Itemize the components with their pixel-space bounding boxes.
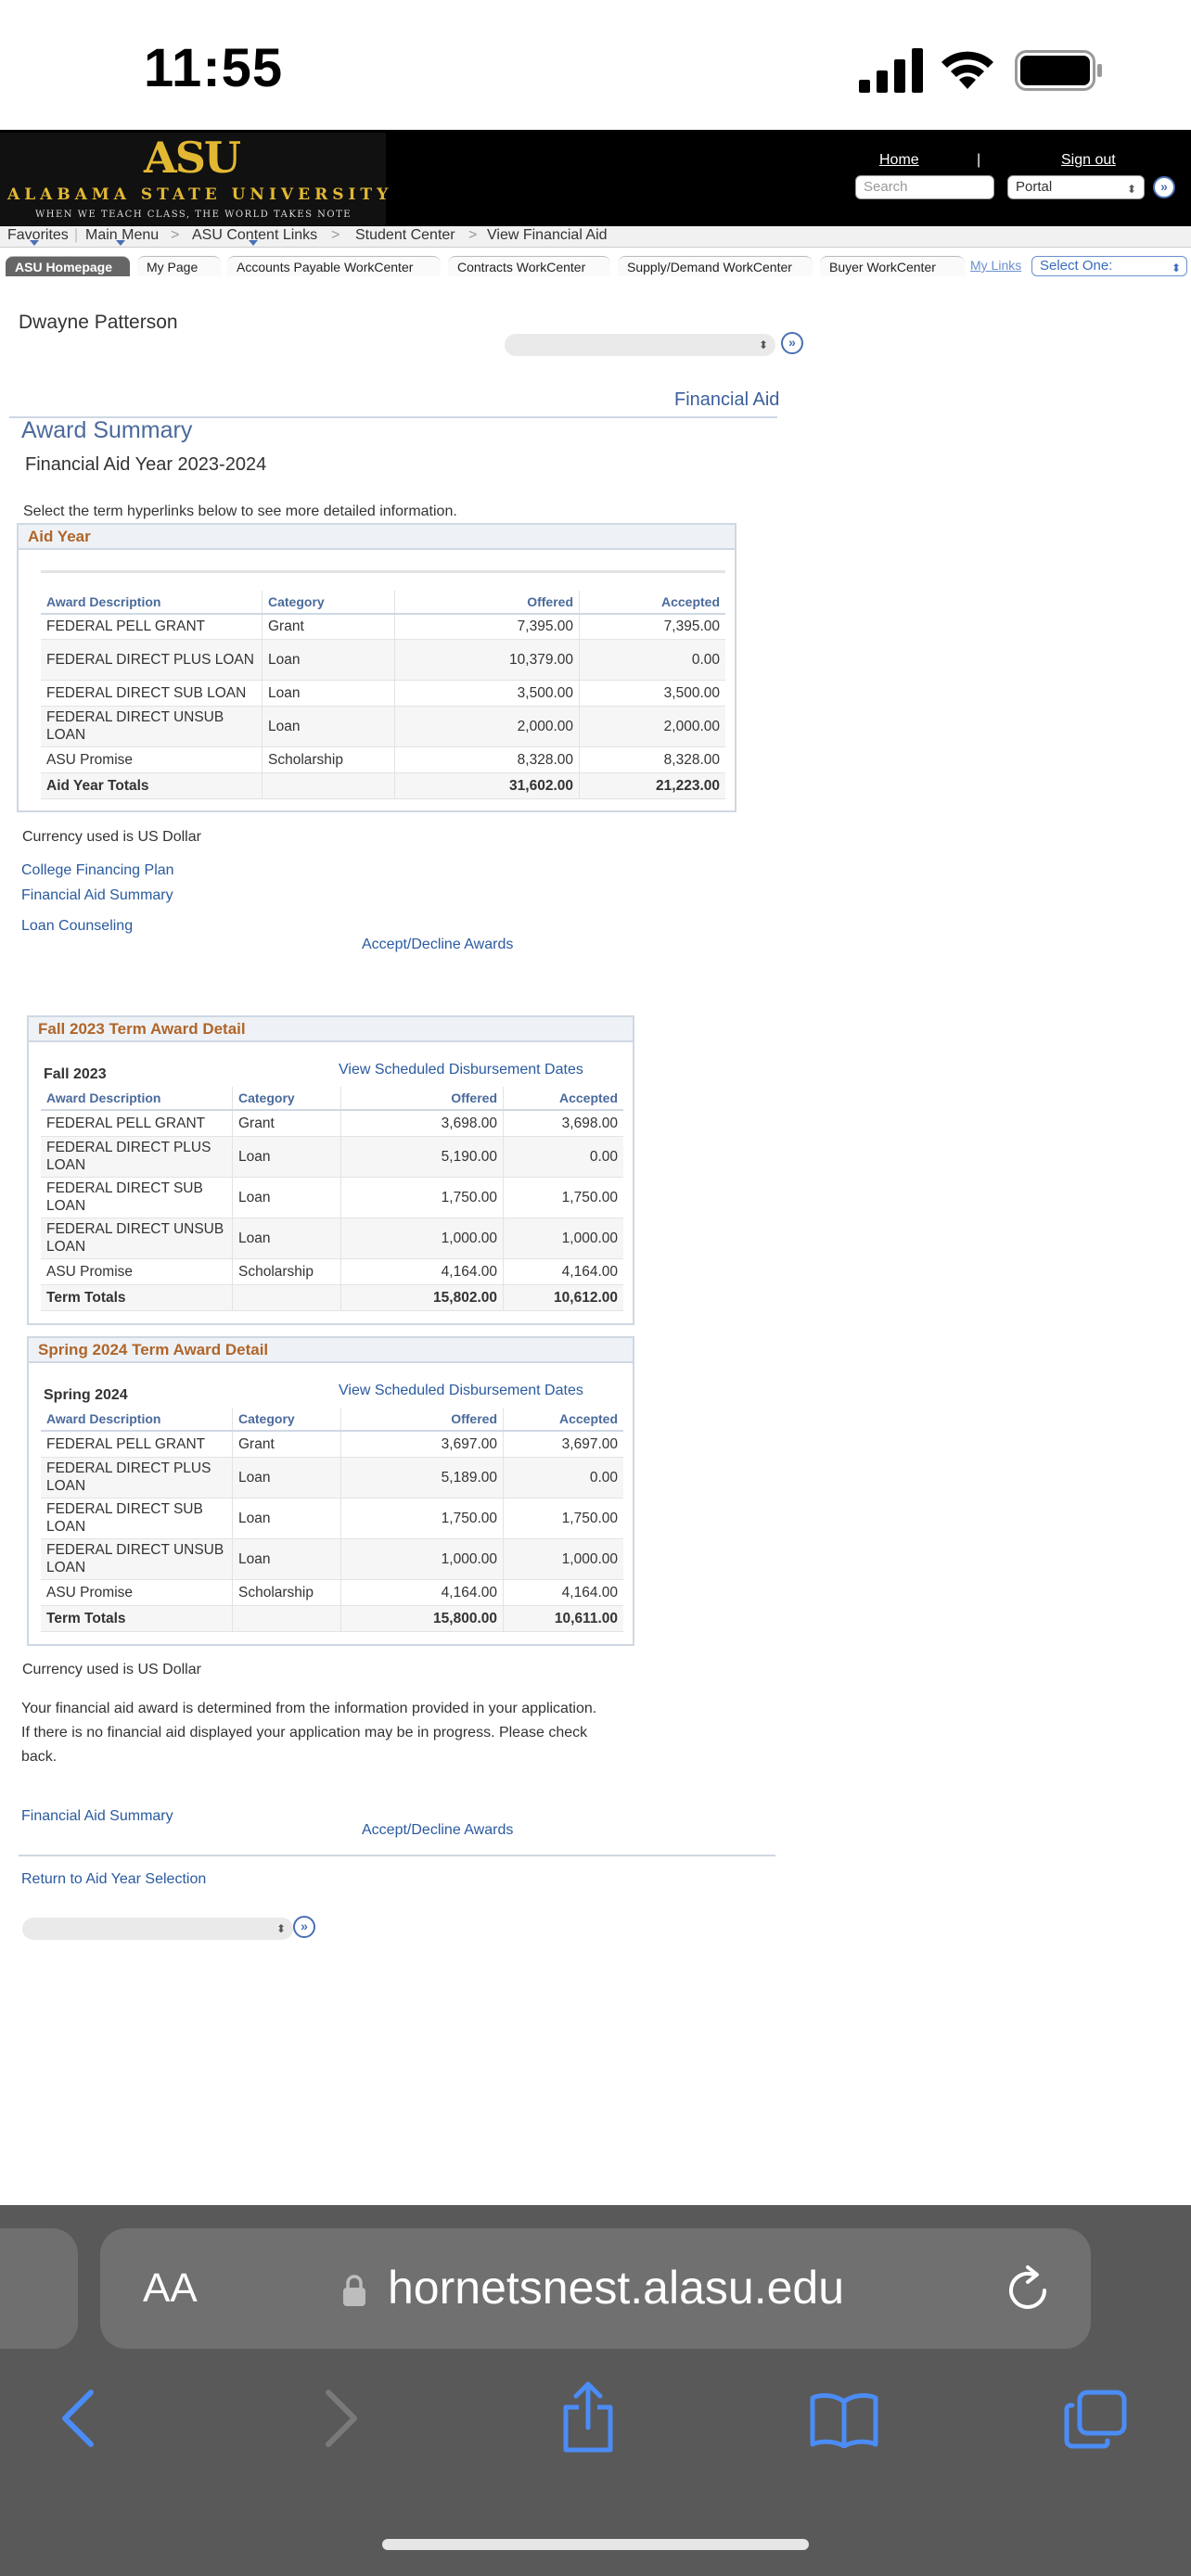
award-accepted: 0.00 — [504, 1457, 624, 1498]
award-offered: 8,328.00 — [395, 746, 580, 772]
award-accepted: 1,750.00 — [504, 1177, 624, 1218]
totals-row — [41, 1605, 623, 1631]
bookmarks-icon[interactable] — [809, 2392, 879, 2448]
award-offered: 2,000.00 — [395, 706, 580, 746]
col-offered: Offered — [341, 1087, 504, 1110]
favorites-dropdown-icon — [30, 240, 39, 246]
award-accepted: 8,328.00 — [580, 746, 726, 772]
breadcrumb-arrow-icon: > — [171, 227, 180, 243]
award-category: Loan — [263, 706, 395, 746]
currency-note: Currency used is US Dollar — [22, 829, 201, 845]
col-award-description: Award Description — [41, 1087, 233, 1110]
loan-counseling-link[interactable]: Loan Counseling — [21, 918, 134, 934]
award-accepted: 1,000.00 — [504, 1538, 624, 1579]
tabs-icon[interactable] — [1063, 2389, 1128, 2450]
award-offered: 3,698.00 — [341, 1110, 504, 1136]
table-row — [41, 1498, 623, 1538]
my-links-link[interactable]: My Links — [970, 258, 1022, 273]
forward-icon[interactable] — [321, 2389, 362, 2448]
table-row — [41, 1177, 623, 1218]
sign-out-link[interactable]: Sign out — [1061, 152, 1116, 168]
table-row — [41, 1579, 623, 1605]
award-accepted: 1,000.00 — [504, 1218, 624, 1258]
totals-category — [233, 1605, 341, 1631]
totals-row — [41, 1284, 623, 1310]
url-text[interactable]: hornetsnest.alasu.edu — [388, 2262, 845, 2314]
award-offered: 1,750.00 — [341, 1498, 504, 1538]
table-row — [41, 1218, 623, 1258]
table-row — [41, 639, 725, 680]
share-icon[interactable] — [560, 2379, 616, 2454]
spring-award-table — [41, 1408, 623, 1632]
award-accepted: 1,750.00 — [504, 1498, 624, 1538]
award-description: FEDERAL PELL GRANT — [41, 1431, 233, 1457]
award-offered: 1,000.00 — [341, 1218, 504, 1258]
tab-buyer[interactable]: Buyer WorkCenter — [820, 256, 965, 276]
award-description: FEDERAL DIRECT UNSUB LOAN — [41, 1538, 233, 1579]
award-accepted: 2,000.00 — [580, 706, 726, 746]
award-description: FEDERAL DIRECT SUB LOAN — [41, 1498, 233, 1538]
award-category: Loan — [233, 1538, 341, 1579]
col-offered: Offered — [341, 1408, 504, 1431]
award-category: Loan — [233, 1136, 341, 1177]
tab-my-page[interactable]: My Page — [137, 256, 221, 276]
aid-year-title: Financial Aid Year 2023-2024 — [25, 454, 267, 475]
award-offered: 5,190.00 — [341, 1136, 504, 1177]
totals-category — [263, 772, 395, 798]
header-go-button[interactable]: » — [1153, 176, 1175, 198]
return-to-aid-year-link[interactable]: Return to Aid Year Selection — [21, 1871, 207, 1887]
award-description: FEDERAL PELL GRANT — [41, 614, 263, 639]
award-accepted: 3,698.00 — [504, 1110, 624, 1136]
financial-aid-summary-link[interactable]: Financial Aid Summary — [21, 1808, 173, 1824]
lock-icon — [341, 2274, 367, 2307]
previous-tab-preview[interactable] — [0, 2228, 78, 2349]
award-offered: 1,000.00 — [341, 1538, 504, 1579]
financial-aid-link[interactable]: Financial Aid — [674, 389, 780, 410]
award-offered: 4,164.00 — [341, 1579, 504, 1605]
totals-offered: 31,602.00 — [395, 772, 580, 798]
breadcrumb-divider: | — [74, 227, 79, 243]
chevron-updown-icon: ⬍ — [1171, 261, 1181, 274]
student-name: Dwayne Patterson — [19, 312, 178, 333]
status-time: 11:55 — [144, 38, 284, 98]
award-category: Loan — [263, 639, 395, 680]
wifi-icon — [939, 46, 996, 91]
breadcrumb-favorites[interactable]: Favorites — [7, 227, 69, 243]
reload-icon[interactable] — [1002, 2263, 1057, 2318]
award-accepted: 4,164.00 — [504, 1258, 624, 1284]
content-links-dropdown-icon — [249, 240, 258, 246]
breadcrumb-asu-content-links[interactable]: ASU Content Links — [192, 227, 318, 243]
back-icon[interactable] — [58, 2389, 98, 2448]
tab-contracts[interactable]: Contracts WorkCenter — [448, 256, 610, 276]
table-header-row — [41, 1408, 623, 1431]
page-go-button[interactable]: » — [781, 332, 803, 354]
award-accepted: 4,164.00 — [504, 1579, 624, 1605]
university-tagline: WHEN WE TEACH CLASS, THE WORLD TAKES NOTE — [35, 210, 352, 220]
award-offered: 3,500.00 — [395, 680, 580, 706]
table-row — [41, 614, 725, 639]
currency-note: Currency used is US Dollar — [22, 1662, 201, 1677]
accept-decline-awards-link[interactable]: Accept/Decline Awards — [362, 1822, 514, 1838]
totals-label: Term Totals — [41, 1605, 233, 1631]
table-row — [41, 706, 725, 746]
award-category: Scholarship — [233, 1258, 341, 1284]
table-row — [41, 1136, 623, 1177]
award-category: Grant — [233, 1431, 341, 1457]
award-offered: 4,164.00 — [341, 1258, 504, 1284]
breadcrumb-arrow-icon: > — [468, 227, 478, 243]
award-summary-title: Award Summary — [21, 417, 193, 443]
award-offered: 5,189.00 — [341, 1457, 504, 1498]
tab-select-value: Select One: — [1040, 258, 1113, 274]
header-separator: | — [977, 152, 981, 168]
portal-select-value: Portal — [1016, 179, 1053, 195]
table-row — [41, 1258, 623, 1284]
home-indicator — [382, 2539, 809, 2550]
spring-disbursement-dates-link[interactable]: View Scheduled Disbursement Dates — [339, 1383, 583, 1398]
breadcrumb — [0, 226, 1191, 248]
award-description: FEDERAL DIRECT UNSUB LOAN — [41, 1218, 233, 1258]
award-category: Loan — [233, 1177, 341, 1218]
award-offered: 10,379.00 — [395, 639, 580, 680]
university-name: ALABAMA STATE UNIVERSITY — [7, 185, 393, 204]
award-description: FEDERAL DIRECT PLUS LOAN — [41, 639, 263, 680]
breadcrumb-view-financial-aid: View Financial Aid — [487, 227, 608, 243]
accept-decline-awards-link[interactable]: Accept/Decline Awards — [362, 937, 514, 952]
award-category: Scholarship — [233, 1579, 341, 1605]
table-row — [41, 1538, 623, 1579]
cellular-signal-icon — [859, 48, 924, 93]
award-description: FEDERAL DIRECT SUB LOAN — [41, 680, 263, 706]
col-accepted: Accepted — [504, 1408, 624, 1431]
breadcrumb-main-menu[interactable]: Main Menu — [85, 227, 160, 243]
table-row — [41, 746, 725, 772]
totals-offered: 15,800.00 — [341, 1605, 504, 1631]
table-header-row — [41, 591, 725, 614]
college-financing-plan-link[interactable]: College Financing Plan — [21, 862, 174, 878]
instructions: Select the term hyperlinks below to see more detailed information. — [23, 504, 457, 519]
award-description: FEDERAL PELL GRANT — [41, 1110, 233, 1136]
table-row — [41, 1457, 623, 1498]
award-category: Scholarship — [263, 746, 395, 772]
col-category: Category — [263, 591, 395, 614]
disclaimer-text: Your financial aid award is determined from the information provided in your application. If there is no financial aid displayed your application may be in progress. Please check back. — [21, 1701, 597, 1765]
award-accepted: 0.00 — [504, 1136, 624, 1177]
totals-accepted: 10,612.00 — [504, 1284, 624, 1310]
award-category: Loan — [233, 1457, 341, 1498]
award-offered: 7,395.00 — [395, 614, 580, 639]
fall-term-title: Fall 2023 Term Award Detail — [29, 1017, 633, 1042]
award-category: Grant — [263, 614, 395, 639]
divider — [19, 1855, 775, 1856]
header-search-input[interactable]: Search — [855, 175, 994, 199]
award-category: Loan — [233, 1498, 341, 1538]
fall-disbursement-dates-link[interactable]: View Scheduled Disbursement Dates — [339, 1062, 583, 1078]
award-description: FEDERAL DIRECT SUB LOAN — [41, 1177, 233, 1218]
spring-term-title: Spring 2024 Term Award Detail — [29, 1338, 633, 1363]
award-offered: 3,697.00 — [341, 1431, 504, 1457]
award-accepted: 3,500.00 — [580, 680, 726, 706]
col-category: Category — [233, 1408, 341, 1431]
aid-year-section-title: Aid Year — [19, 525, 735, 550]
portal-select[interactable] — [1007, 175, 1145, 199]
table-header-row — [41, 1087, 623, 1110]
award-category: Loan — [233, 1218, 341, 1258]
chevron-updown-icon: ⬍ — [758, 338, 768, 351]
award-description: FEDERAL DIRECT PLUS LOAN — [41, 1457, 233, 1498]
breadcrumb-arrow-icon: > — [331, 227, 340, 243]
table-top-rule — [41, 570, 725, 573]
col-accepted: Accepted — [504, 1087, 624, 1110]
col-accepted: Accepted — [580, 591, 726, 614]
totals-accepted: 10,611.00 — [504, 1605, 624, 1631]
aid-year-table — [41, 591, 725, 799]
award-offered: 1,750.00 — [341, 1177, 504, 1218]
totals-offered: 15,802.00 — [341, 1284, 504, 1310]
award-category: Loan — [263, 680, 395, 706]
totals-label: Term Totals — [41, 1284, 233, 1310]
tab-select[interactable] — [1031, 256, 1187, 276]
tab-supply-demand[interactable]: Supply/Demand WorkCenter — [618, 256, 813, 276]
award-accepted: 7,395.00 — [580, 614, 726, 639]
financial-aid-summary-link[interactable]: Financial Aid Summary — [21, 887, 173, 903]
main-menu-dropdown-icon — [116, 240, 125, 246]
award-description: ASU Promise — [41, 1579, 233, 1605]
award-description: FEDERAL DIRECT PLUS LOAN — [41, 1136, 233, 1177]
home-link[interactable]: Home — [879, 152, 919, 168]
col-award-description: Award Description — [41, 591, 263, 614]
page-select[interactable] — [505, 334, 775, 356]
asu-logo-mark: ASU — [144, 133, 240, 183]
tab-accounts-payable[interactable]: Accounts Payable WorkCenter — [227, 256, 441, 276]
totals-label: Aid Year Totals — [41, 772, 263, 798]
battery-icon — [1015, 50, 1104, 91]
award-description: ASU Promise — [41, 746, 263, 772]
fall-award-table — [41, 1087, 623, 1311]
bottom-page-select[interactable] — [22, 1918, 293, 1940]
totals-category — [233, 1284, 341, 1310]
award-accepted: 0.00 — [580, 639, 726, 680]
bottom-go-button[interactable]: » — [293, 1916, 315, 1938]
table-row — [41, 1431, 623, 1457]
chevron-updown-icon: ⬍ — [275, 1922, 286, 1935]
tab-asu-homepage[interactable]: ASU Homepage — [6, 256, 130, 276]
col-award-description: Award Description — [41, 1408, 233, 1431]
totals-row — [41, 772, 725, 798]
award-accepted: 3,697.00 — [504, 1431, 624, 1457]
breadcrumb-student-center[interactable]: Student Center — [355, 227, 455, 243]
table-row — [41, 680, 725, 706]
fall-term-label: Fall 2023 — [44, 1066, 107, 1082]
table-row — [41, 1110, 623, 1136]
award-description: FEDERAL DIRECT UNSUB LOAN — [41, 706, 263, 746]
chevron-updown-icon: ⬍ — [1126, 183, 1136, 196]
totals-accepted: 21,223.00 — [580, 772, 726, 798]
award-description: ASU Promise — [41, 1258, 233, 1284]
col-category: Category — [233, 1087, 341, 1110]
award-category: Grant — [233, 1110, 341, 1136]
col-offered: Offered — [395, 591, 580, 614]
text-size-button[interactable]: AA — [143, 2265, 198, 2311]
spring-term-label: Spring 2024 — [44, 1387, 128, 1403]
